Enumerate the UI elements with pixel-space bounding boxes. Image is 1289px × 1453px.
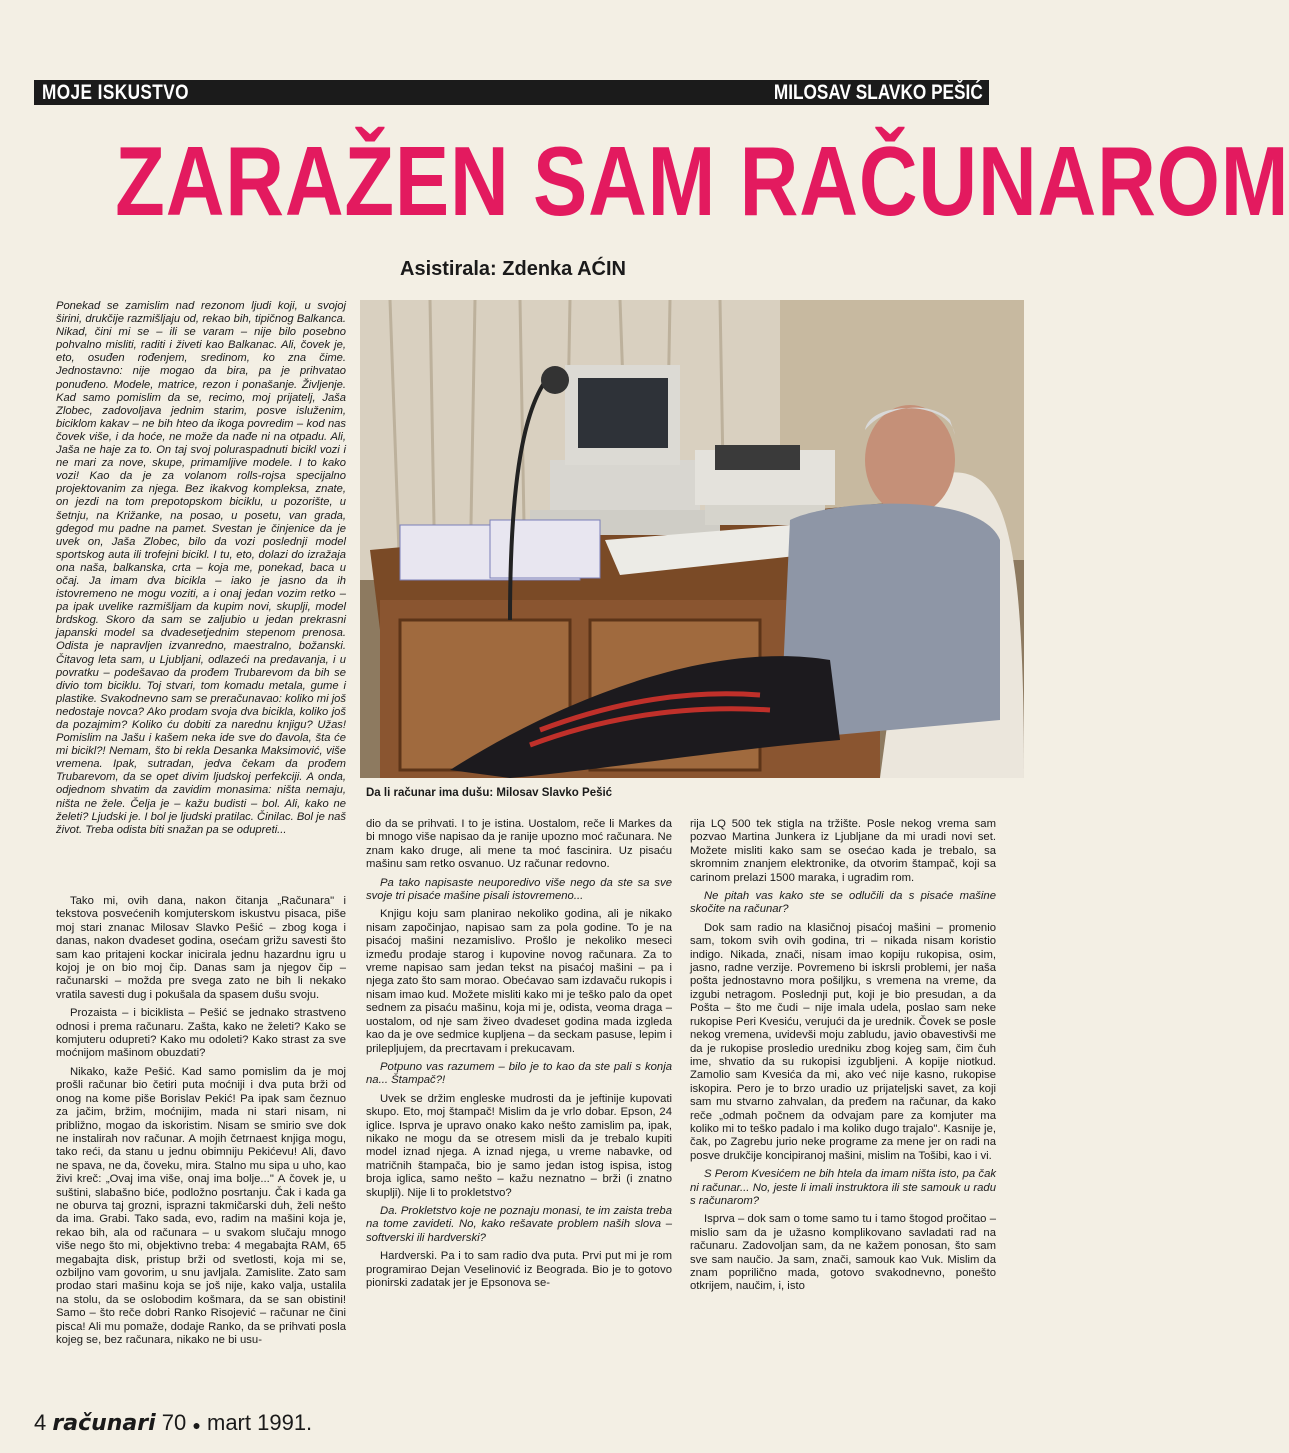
page-number: 4 bbox=[34, 1410, 47, 1435]
paragraph: Nikako, kaže Pešić. Kad samo pomislim da je moj prošli računar bio četiri puta moćniji i dva puta brži od onog na kome piše Borislav Pekić! Pa ipak sam čeznuo za jačim, bržim, moćnijim, mada ni stari nisam, ni približno, mogao da iskoristim. Nisam se smirio sve dok ne instalirah nov računar. A mojih četrnaest knjiga mogu, tako reći, da stanu u jednu obimniju Pekićevu! Ali, đavo ne spava, ne da, čoveku, mira. Stalno mu sipa u uho, kao živi kreč: „Ovaj ima više, onaj ima bolje..." A čovek je, u suštini, slabašno biće, podložno posrtanju. Čak i kada ga ne oburva taj grozni, isprazni takmičarski duh, želi nešto da ima. Grabi. Tako sada, evo, radim na mašini koja je, rekao bih, ala od računara – u svakom slučaju mnogo više nego što mi, objektivno treba: 4 megabajta RAM, 65 megabajta disk, pristup brži od svetlosti, koja mi se, ozbiljno vam govorim, u snu javljala. Zamislite. Zato sam prodao stari mašinu koja se još nije, kako valja, ustalila na stolu, da se oslobodim košmara, da se san obistini! Samo – što reče dobri Ranko Risojević – računar ne čini pisca! Ali mu pomaže, dodaje Ranko, da se prihvati posla kojeg se, bez računara, nikako ne bi usu- bbox=[56, 1065, 346, 1346]
paragraph: Tako mi, ovih dana, nakon čitanja „Računara" i tekstova posvećenih komjuterskom iskustvu pisaca, piše moj stari znanac Milosav Slavko Pešić – zbog koga i danas, nakon dvadeset godina, osećam grižu savesti što sam kao pritajeni kockar inicirala jednu hazardnu igru u kojoj je on bio moj čip. Danas sam ja njegov čip – računarski – možda pre svega zato ne bih li nekako vratila savesti dug i pokušala da spasem dušu svoju. bbox=[56, 895, 346, 1001]
photo-illustration bbox=[360, 300, 1024, 778]
paragraph: Isprva – dok sam o tome samo tu i tamo štogod pročitao – mislio sam da je užasno komplikovano savladati rad na računaru. Zadovoljan sam, da ne kažem ponosan, što sam sve sam naučio. Ja sam, znači, samouk kao Vuk. Mislim da znam popriličnо mada, gotovo svakodnevno, ponešto otkrijem, naučim, i, isto bbox=[690, 1213, 996, 1293]
interview-question: Da. Prokletstvo koje ne poznaju monasi, te im zaista treba na tome zavideti. No, kako rešavate problem naših slova – softverski ili hardverski? bbox=[366, 1204, 672, 1244]
paragraph: Dok sam radio na klasičnoj pisaćoj mašini – promenio sam, tokom svih ovih godina, tri – nikada nisam koristio indigo. Nikada, znači, nisam imao kopiju rukopisa, osim, jasno, radne verzije. Povremeno bi iskrsli problemi, jer naša pošta jednostavno mora pošiljku, s vremena na vreme, da izgubi netragom. Poslednji put, koji je bio presudan, a da Pošta – što me čudi – nije imala udela, poslao sam neke rukopise Peri Kvesiću, verujući da je urednik. Čovek se posle nekog vremena, uvidevši moju zabludu, javio obavestivši me da je rukopise prosledio uredniku zbog kojeg sam, čim čuh ime, shvatio da su rukopisi izgubljeni. A kopije niotkud. Zamolio sam Kvesića da mi, ako već nije kasno, rukopise iskopira. Pero je to brzo uradio uz prijateljski savet, za koji sam mu stvarno zahvalan, da pređem na računar, da kako reče „odmah počnem da odvajam pare za komjuter ma koliko mi to teško padalo i ma koliko dugo trajalo". Kasnije je, čak, po Zagrebu jurio neke programe za mene jer on radi na posve drukčije koncipiranoj mašini, mislim na Tošibi, kao i vi. bbox=[690, 921, 996, 1162]
paragraph: Uvek se držim engleske mudrosti da je jeftinije kupovati skupo. Eto, moj štampač! Mislim da je vrlo dobar. Epson, 24 iglice. Isprva je upravo onako kako nešto zamislim pa, ipak, nikako ne mogu da se otresem misli da je trebalo kupiti model iznad njega. A iznad njega, u vreme nabavke, od matričnih štampača, bio je samo jedan istog ispisa, istog broja iglica, samo nešto – kažu neznatno – brži (i znatno skuplji). Nije li to prokletstvo? bbox=[366, 1092, 672, 1199]
article-title: ZARAŽEN SAM RAČUNAROM bbox=[115, 126, 1289, 236]
intro-paragraph: Ponekad se zamislim nad rezonom ljudi koji, u svojoj širini, drukčije razmišljaju od, rekao bih, tipičnog Balkanca. Nikad, čini mi se – ili se varam – nije bilo posebno pohvalno misliti, raditi i živeti kao Balkanac. Ali, čovek je, eto, osuđen rođenjem, sredinom, ko zna čime. Jednostavno: nije mogao da bira, pa je prihvatao ponuđeno. Modele, matrice, rezon i ponašanje. Življenje. Kad samo pomislim da se, recimo, moj prijatelj, Jaša Zlobec, zadovoljava jednim starim, posve isluženim, biciklom kakav – ne bih hteo da ikoga povredim – kod nas čovek više, i da hoće, ne može da nađe ni na otpadu. Ali, Jaša ne haje za to. On taj svoj poluraspadnuti bicikl vozi i ne mari za nove, skupe, primamljive modele. I to kako vozi! Kao da je za volanom rolls-rojsa specijalno projektovanim za njega. Bez ikakvog kompleksa, znate, on jezdi na tom prepotopskom biciklu, u pozorište, u šetnju, na Križanke, na posao, u posetu, van grada, gdegod mu padne na pamet. Svestan je činjenice da je uvek on, Jaša Zlobec, bilo da vozi poslednji model sportskog auta ili trofejni bicikl. I tu, eto, dolazi do izražaja ona naša, balkanska, crta – koja me, ponekad, baca u očaj. Ja imam dva bicikla – iako je jasno da ih istovremeno ne mogu voziti, a i onaj jedan vozim retko – pa ipak uvelike razmišljam da kupim novi, skuplji, model brdskog. Skoro da sam se zaljubio u jedan prekrasni japanski model sa dvadesetjednim stepenom prenosa. Odista je napravljen izvanredno, maestralno, božanski. Čitavog leta sam, u Ljubljani, odlazeći na predavanja, i u povratku – podešavao da prođem Trubarevom da bih se divio tom biciklu. Toj stvari, tom komadu metala, gume i plastike. Svakodnevno sam se preračunavao: koliko mi još nedostaje novca? Ako prodam svoja dva bicikla, koliko još da pozajmim? Koliko ću dobiti za narednu knjigu? Užas! Pomislim na Jašu i kašem neka ide sve do đavola, šta će mi bicikl?! Nemam, što bi rekla Desanka Maksimović, više vremena. Ipak, sutradan, jedva čekam da prođem Trubarevom, da se opet divim ljudskoj perfekciji. A onda, odjednom shvatim da zavidim monasima: ništa nemaju, ništa ne žele. Čelja je – kažu budisti – bol. Ali, kako ne želeti? Ljudski je. I bol je ljudski pratilac. Činilac. Bol je naš život. Treba odista biti snažan pa se odupreti... bbox=[56, 300, 346, 836]
column-2 bbox=[366, 818, 672, 1295]
interview-question: S Perom Kvesićem ne bih htela da imam ništa isto, pa čak ni računar... No, jeste li imali instruktora ili ste samouk u radu s računarom? bbox=[690, 1168, 996, 1207]
issue-date: mart 1991. bbox=[207, 1410, 313, 1435]
article-photo bbox=[360, 300, 1024, 778]
paragraph: rija LQ 500 tek stigla na tržište. Posle nekog vrema sam pozvao Martina Junkera iz Ljubljane da mi uradi novi set. Možete misliti kako sam se osećao kada je trebalo, sa skromnim znanjem elektronike, da otvorim štampač, koji sa carinom prelazi 1500 maraka, i ugradim rom. bbox=[690, 818, 996, 884]
interview-question: Potpuno vas razumem – bilo je to kao da ste pali s konja na... Štampač?! bbox=[366, 1060, 672, 1087]
column-3 bbox=[690, 818, 996, 1299]
photo-caption: Da li računar ima dušu: Milosav Slavko Pešić bbox=[366, 787, 613, 799]
page-footer bbox=[34, 1410, 312, 1436]
section-bar bbox=[34, 80, 989, 105]
interview-question: Pa tako napisaste neuporedivo više nego da ste sa sve svoje tri pisaće mašine pisali istovremeno... bbox=[366, 876, 672, 903]
column-1 bbox=[56, 895, 346, 1352]
paragraph: Knjigu koju sam planirao nekoliko godina, ali je nikako nisam započinjao, napisao sam za pola godine. To je na pisaćoj mašini nezamislivo. Prošlo je nekoliko meseci između prodaje starog i kupovine novog računara. Za to vreme napisao sam jedan tekst na pisaćoj mašini – pa i njega zato što sam morao. Obećavao sam izdavaču rukopis i nisam imao kud. Možete misliti kako mi je teško palo da opet sednem za pisaću mašinu, koja mi je, odista, veoma draga – uostalom, od nje sam živeo dvadeset godina mada izgleda kao da je ove sedmice kupljena – da seckam pasuse, lepim i prilepljujem, da precrtavam i prekucavam. bbox=[366, 908, 672, 1055]
paragraph: Prozaista – i biciklista – Pešić se jednako strastveno odnosi i prema računaru. Zašta, kako ne želeti? Kako se komjuteru odupreti? Kako mu odoleti? Kako strast za sve moćnijom mašinom obuzdati? bbox=[56, 1007, 346, 1060]
bullet-icon: ● bbox=[192, 1417, 201, 1433]
issue-number: 70 bbox=[161, 1410, 187, 1435]
paragraph: dio da se prihvati. I to je istina. Uostalom, reče li Markes da bi mnogo više napisao da je ranije upozno moć računara. Ne znam kako druge, ali mene ta moć fascinira. Uz pisaću mašinu sam retko osvanuo. Uz računar redovno. bbox=[366, 818, 672, 871]
paragraph: Hardverski. Pa i to sam radio dva puta. Prvi put mi je rom programirao Dejan Veselinović iz Beograda. Bio je to gotovo pionirski zadatak jer je Epsonova se- bbox=[366, 1250, 672, 1289]
magazine-logo: računari bbox=[52, 1411, 156, 1436]
author-name: MILOSAV SLAVKO PEŠIĆ bbox=[774, 81, 983, 104]
section-label: MOJE ISKUSTVO bbox=[42, 81, 189, 104]
interview-question: Ne pitah vas kako ste se odlučili da s pisaće mašine skočite na računar? bbox=[690, 890, 996, 916]
byline: Asistirala: Zdenka AĆIN bbox=[400, 258, 626, 280]
